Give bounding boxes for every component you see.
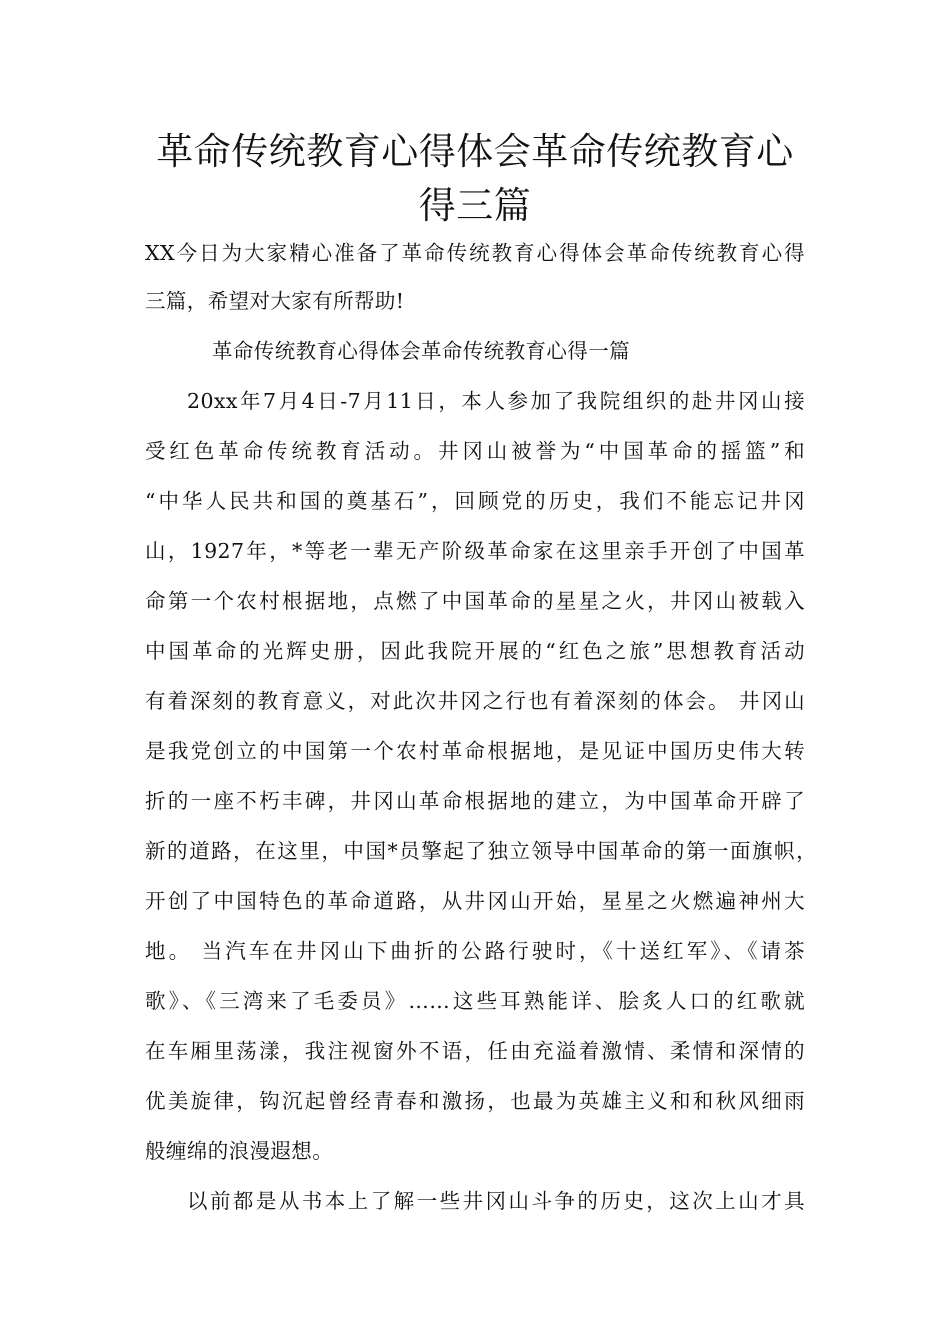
section-title: 革命传统教育心得体会革命传统教育心得一篇 [212,339,630,363]
paragraph-1-line-7: 有着深刻的教育意义，对此次井冈之行也有着深刻的体会。 井冈山 [145,689,805,713]
paragraph-1-line-8: 是我党创立的中国第一个农村革命根据地，是见证中国历史伟大转 [145,739,805,763]
document-title-line-1: 革命传统教育心得体会革命传统教育心 [156,130,794,173]
intro-line-2: 三篇，希望对大家有所帮助! [145,289,405,313]
paragraph-1-line-15: 优美旋律，钩沉起曾经青春和激扬，也最为英雄主义和和秋风细雨 [145,1089,805,1113]
paragraph-1-line-1: 20xx年7月4日-7月11日，本人参加了我院组织的赴井冈山接 [187,389,805,413]
paragraph-1-line-5: 命第一个农村根据地，点燃了中国革命的星星之火，井冈山被载入 [145,589,805,613]
paragraph-1-line-2: 受红色革命传统教育活动。井冈山被誉为“中国革命的摇篮”和 [145,439,805,463]
paragraph-1-line-4: 山，1927年，*等老一辈无产阶级革命家在这里亲手开创了中国革 [145,539,805,563]
document-title-line-2: 得三篇 [418,184,532,227]
paragraph-1-line-13: 歌》、《三湾来了毛委员》……这些耳熟能详、脍炙人口的红歌就 [145,989,805,1013]
paragraph-1-line-6: 中国革命的光辉史册，因此我院开展的“红色之旅”思想教育活动 [145,639,805,663]
paragraph-1-line-16: 般缠绵的浪漫遐想。 [145,1139,334,1163]
intro-line-1: XX今日为大家精心准备了革命传统教育心得体会革命传统教育心得 [145,241,805,265]
paragraph-1-line-3: “中华人民共和国的奠基石”，回顾党的历史，我们不能忘记井冈 [145,489,805,513]
paragraph-2-line-1: 以前都是从书本上了解一些井冈山斗争的历史，这次上山才具 [187,1189,805,1213]
paragraph-1-line-12: 地。 当汽车在井冈山下曲折的公路行驶时，《十送红军》、《请茶 [145,939,805,963]
paragraph-1-line-10: 新的道路，在这里，中国*员擎起了独立领导中国革命的第一面旗帜， [145,839,817,863]
paragraph-1-line-9: 折的一座不朽丰碑，井冈山革命根据地的建立，为中国革命开辟了 [145,789,805,813]
paragraph-1-line-14: 在车厢里荡漾，我注视窗外不语，任由充溢着激情、柔情和深情的 [145,1039,805,1063]
paragraph-1-line-11: 开创了中国特色的革命道路，从井冈山开始，星星之火燃遍神州大 [145,889,805,913]
